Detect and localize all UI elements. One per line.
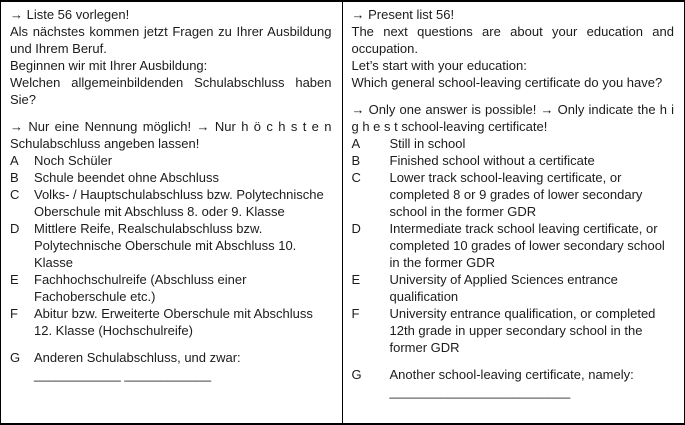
option-key: E	[10, 272, 19, 287]
option-text: Mittlere Reife, Realschulabschluss bzw. Polytechnische Oberschule mit Abschluss 10. Klasse	[34, 221, 297, 270]
spacer	[10, 339, 332, 349]
option-key: F	[10, 306, 18, 321]
option-key: B	[351, 153, 361, 168]
option-row-b-de	[10, 169, 332, 186]
present-list-instruction-de: → Liste 56 vorlegen!	[10, 7, 130, 22]
option-text: University entrance qualification, or completed 12th grade in upper secondary school in the former GDR	[389, 306, 656, 355]
option-row-a-de	[10, 152, 332, 169]
option-row-c-de	[10, 186, 332, 220]
german-column	[1, 2, 343, 423]
option-text: Abitur bzw. Erweiterte Oberschule mit Abschluss 12. Klasse (Hochschulreife)	[34, 306, 313, 338]
option-key: F	[351, 306, 360, 321]
option-text: Another school-leaving certificate, namely:	[389, 367, 634, 382]
option-row-e-en	[352, 271, 675, 305]
option-text: Schule beendet ohne Abschluss	[34, 170, 220, 185]
option-row-d-de	[10, 220, 332, 271]
option-text: Intermediate track school leaving certificate, or completed 10 grades of lower secondary school in the former GDR	[389, 221, 665, 270]
option-key: A	[10, 153, 19, 168]
option-text: Fachhochschulreife (Abschluss einer Fachoberschule etc.)	[34, 272, 247, 304]
question-text-en: Which general school-leaving certificate do you have?	[351, 75, 663, 90]
option-text: Lower track school-leaving certificate, or completed 8 or 9 grades of lower secondary school in the former GDR	[389, 170, 643, 219]
option-text: Noch Schüler	[34, 153, 113, 168]
option-row-d-en	[352, 220, 675, 271]
spacer	[352, 91, 675, 101]
interviewer-note-en: → Only one answer is possible! → Only indicate the h i g h e s t school-leaving certificate!	[351, 102, 674, 134]
option-text: University of Applied Sciences entrance qualification	[389, 272, 618, 304]
intro-text-en: The next questions are about your education and occupation.	[351, 24, 674, 56]
option-text: Anderen Schulabschluss, und zwar:	[34, 350, 241, 365]
question-text-de: Welchen allgemeinbildenden Schulabschluss haben Sie?	[10, 75, 332, 107]
spacer	[352, 356, 675, 366]
option-key: E	[351, 272, 361, 287]
option-row-f-de	[10, 305, 332, 339]
option-text: Still in school	[389, 136, 466, 151]
english-column	[343, 2, 685, 423]
spacer	[10, 108, 332, 118]
option-key: D	[351, 221, 361, 236]
option-row-f-en	[352, 305, 675, 356]
option-row-g-en	[352, 366, 675, 383]
interviewer-note-de: → Nur eine Nennung möglich! → Nur h ö c h s t e n Schulabschluss angeben lassen!	[10, 119, 332, 151]
option-key: C	[10, 187, 20, 202]
write-in-line-en: _________________________	[389, 384, 571, 399]
option-row-a-en	[352, 135, 675, 152]
option-key: A	[351, 136, 361, 151]
option-text: Volks- / Hauptschulabschluss bzw. Polytechnische Oberschule mit Abschluss 8. oder 9. Klasse	[34, 187, 324, 219]
option-text: Finished school without a certificate	[389, 153, 595, 168]
education-start-text-de: Beginnen wir mit Ihrer Ausbildung:	[10, 58, 208, 73]
present-list-instruction-en: → Present list 56!	[351, 7, 455, 22]
option-key: G	[351, 367, 362, 382]
option-key: C	[351, 170, 361, 185]
education-start-text-en: Let’s start with your education:	[351, 58, 527, 73]
option-key: G	[10, 350, 21, 365]
intro-text-de: Als nächstes kommen jetzt Fragen zu Ihrer Ausbildung und Ihrem Beruf.	[10, 24, 332, 56]
option-row-g-de	[10, 349, 332, 366]
option-row-c-en	[352, 169, 675, 220]
option-key: D	[10, 221, 20, 236]
option-row-e-de	[10, 271, 332, 305]
option-key: B	[10, 170, 19, 185]
write-in-line-de: ____________ ____________	[34, 367, 212, 382]
option-row-b-en	[352, 152, 675, 169]
